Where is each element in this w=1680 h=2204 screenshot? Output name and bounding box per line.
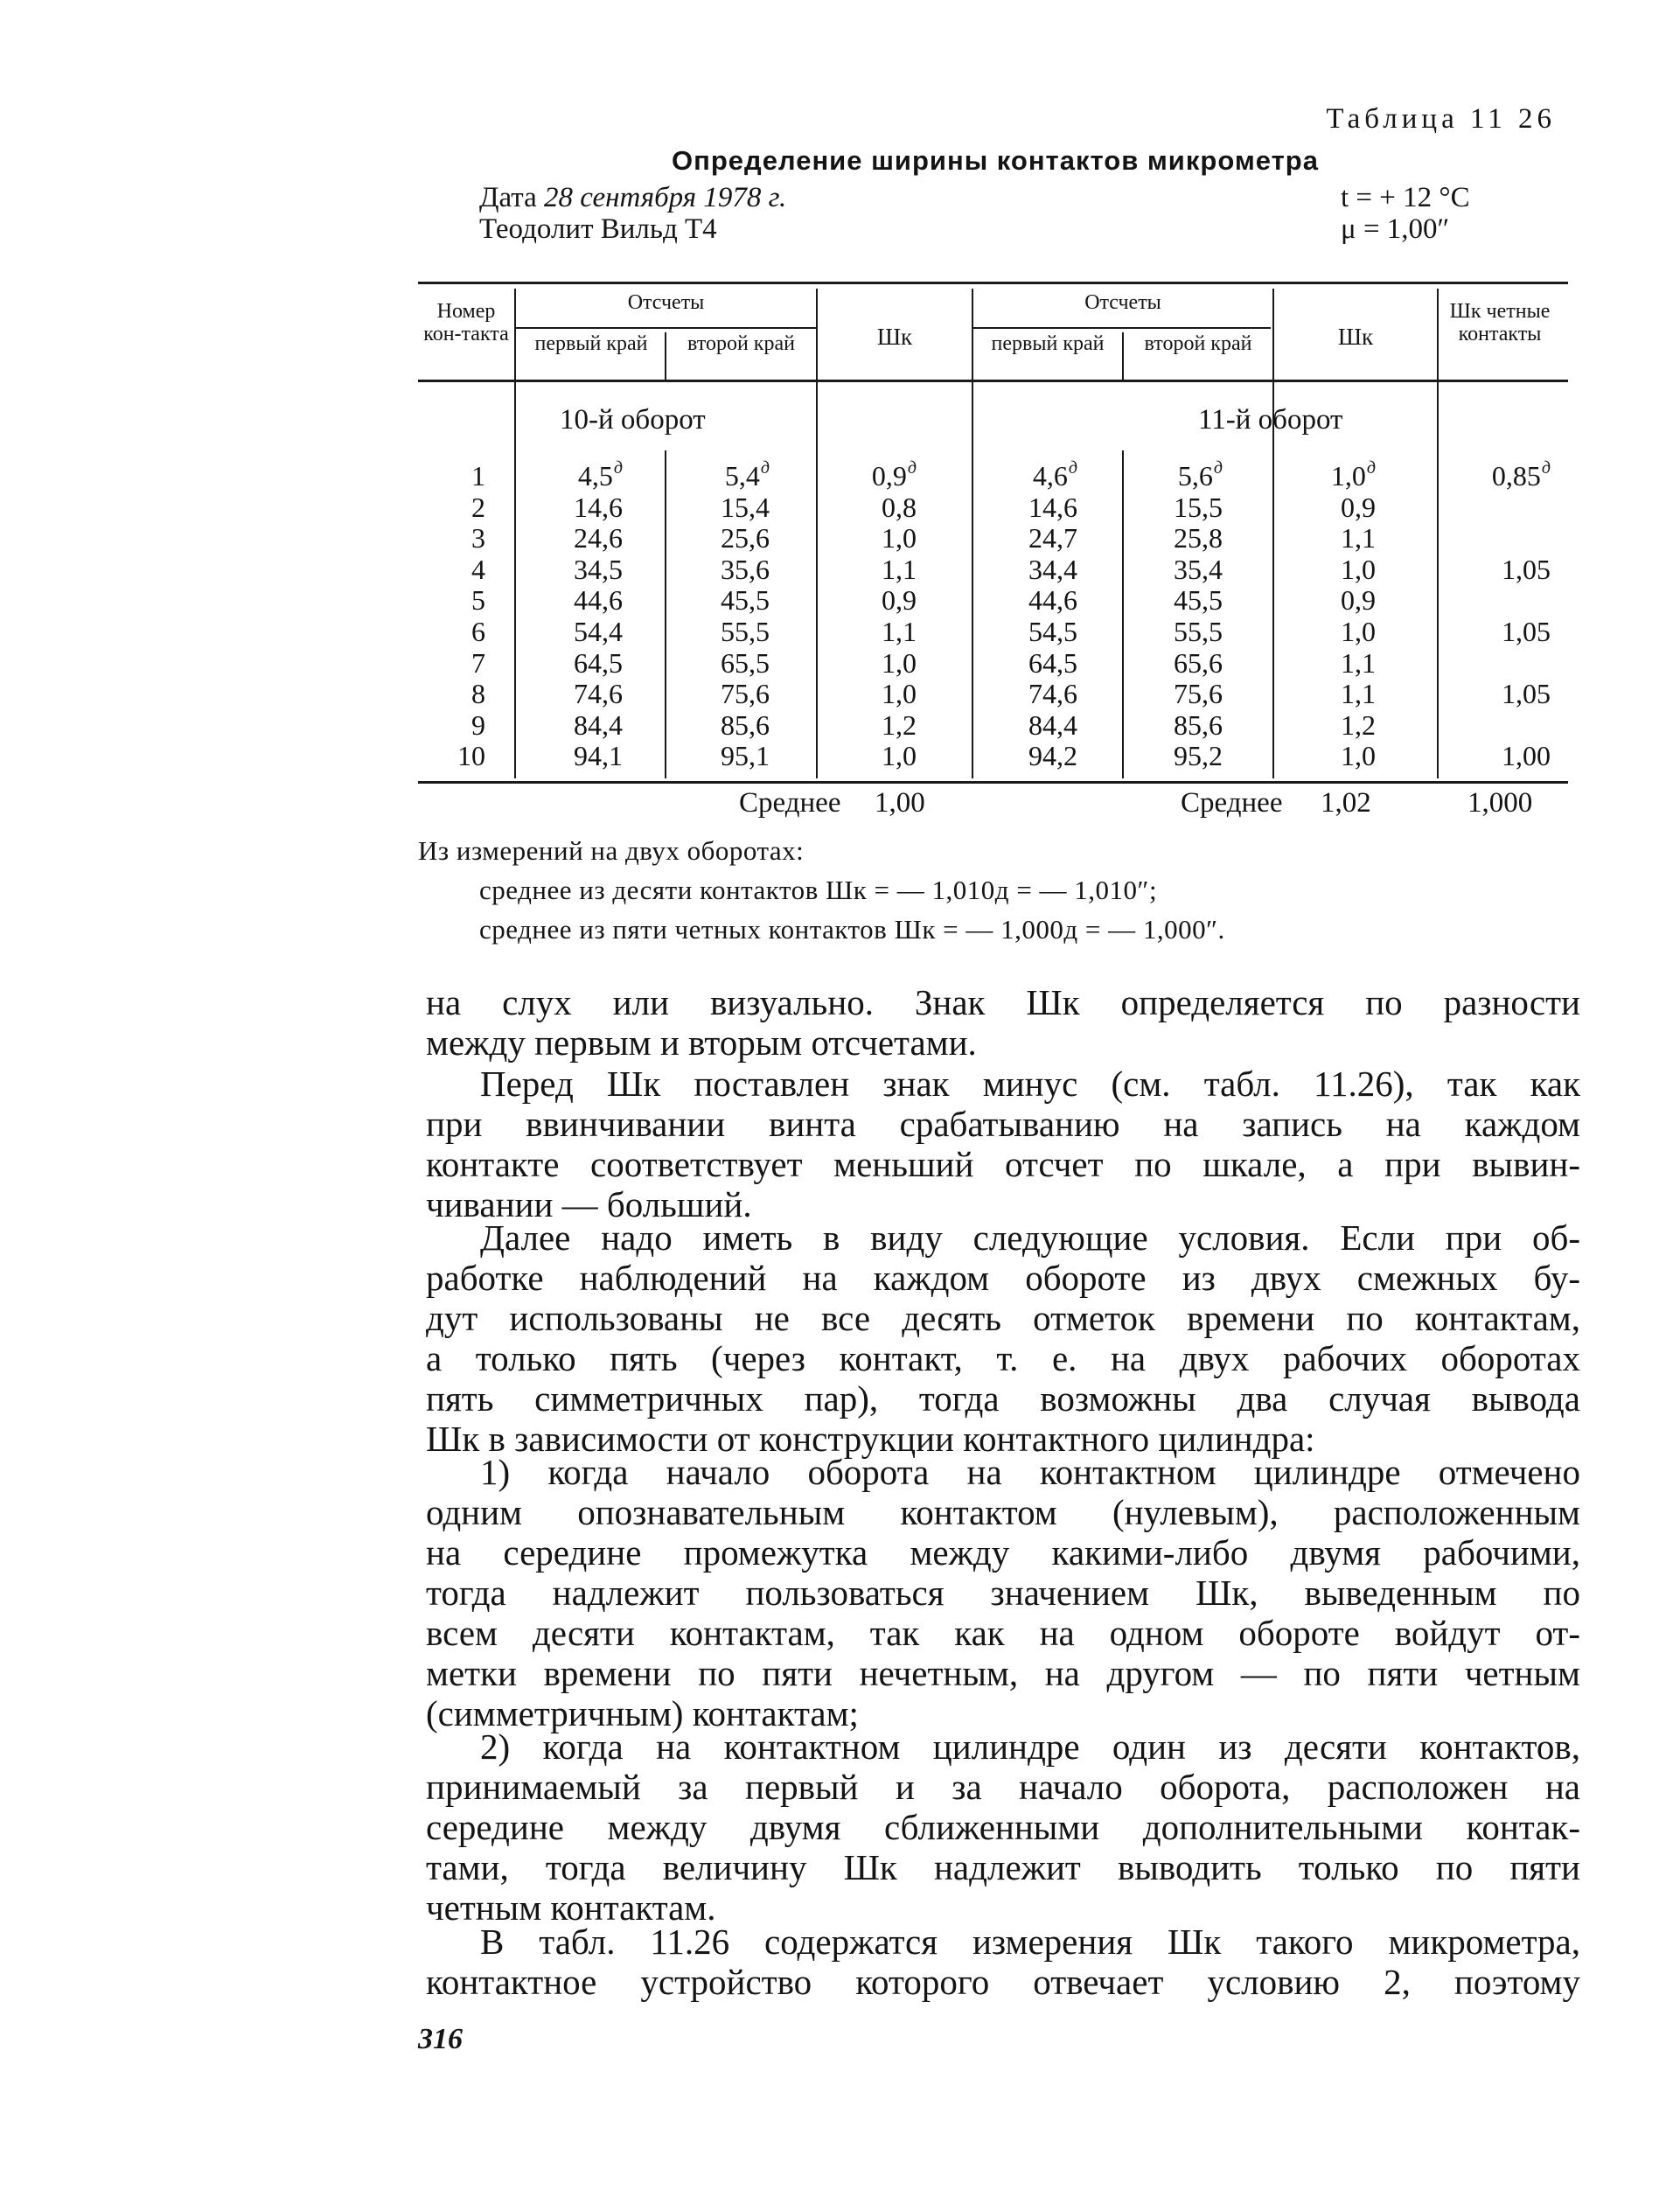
note-line-2: среднее из пяти четных контактов Шк = — 1,000д = — 1,000″. — [479, 914, 1225, 945]
table-cell-s1: 1,1 — [882, 616, 917, 647]
table-cell-b1: 94,2 — [1028, 740, 1077, 772]
table-cell-b1: 14,6 — [1028, 491, 1077, 523]
table-cell-s2: 1,1 — [1341, 678, 1376, 710]
col-divider — [1437, 289, 1439, 778]
table-cell-a1: 64,5 — [574, 646, 623, 679]
table-cell-n: 9 — [471, 708, 485, 741]
table-cell-a2: 75,6 — [721, 678, 770, 710]
table-cell-a1: 34,5 — [574, 553, 623, 585]
header-second-edge-10: второй край — [687, 332, 795, 355]
table-cell-b2: 85,6 — [1174, 708, 1223, 741]
mu-line: μ = 1,00″ — [1341, 213, 1450, 245]
date-value: 28 сентября 1978 г. — [544, 182, 787, 213]
table-cell-even: $0,85^д$ — [1491, 458, 1551, 492]
text-line: при ввинчивании винта срабатыванию на запись на каждом — [426, 1104, 1580, 1144]
header-shk-10: Шк — [876, 324, 913, 350]
average-value-10: 1,00 — [875, 787, 925, 819]
text-line: контакте соответствует меньший отсчет по шкале, а при вывин- — [426, 1144, 1580, 1184]
table-top-rule — [418, 282, 1568, 284]
table-cell-b1: 84,4 — [1028, 708, 1077, 741]
text-line: метки времени по пяти нечетным, на другом — по пяти четным — [426, 1653, 1580, 1693]
text-line: Перед Шк поставлен знак минус (см. табл. 11.26), так как — [480, 1064, 1580, 1104]
col-divider — [1272, 289, 1274, 778]
table-cell-a1: 94,1 — [574, 740, 623, 772]
table-cell-s2: $1,0^д$ — [1330, 458, 1376, 492]
table-cell-a2: 55,5 — [721, 616, 770, 647]
table-cell-s1: 0,8 — [882, 491, 917, 523]
table-cell-b2: 15,5 — [1174, 491, 1223, 523]
text-line: (симметричным) контактам; — [426, 1693, 859, 1733]
table-cell-b1: 44,6 — [1028, 584, 1077, 617]
table-cell-a1: 24,6 — [574, 522, 623, 554]
table-cell-even: 1,05 — [1502, 678, 1551, 710]
paragraph-1 — [426, 982, 1580, 1063]
average-value-even: 1,000 — [1467, 787, 1533, 819]
unit-superscript: д — [1068, 458, 1077, 478]
table-cell-b2: 35,4 — [1174, 553, 1223, 585]
table-cell-a1: 54,4 — [574, 616, 623, 647]
table-cell-s2: 1,1 — [1341, 646, 1376, 679]
table-cell-n: 4 — [471, 553, 485, 585]
table-cell-n: 3 — [471, 522, 485, 554]
unit-superscript: д — [613, 458, 623, 478]
header-first-edge-10: первый край — [534, 332, 648, 355]
paragraph-3 — [426, 1217, 1580, 1459]
text-line: Далее надо иметь в виду следующие условия. Если при об- — [480, 1217, 1580, 1258]
date-line — [479, 182, 786, 214]
col-divider — [1122, 450, 1124, 778]
table-cell-n: 8 — [471, 678, 485, 710]
unit-superscript: д — [1366, 458, 1376, 478]
table-cell-b2: 45,5 — [1174, 584, 1223, 617]
table-cell-a2: 85,6 — [721, 708, 770, 741]
table-cell-a2: 95,1 — [721, 740, 770, 772]
header-readings-11: Отсчеты — [1084, 291, 1161, 314]
header-shk-11: Шк — [1337, 324, 1374, 350]
text-line: на слух или визуально. Знак Шк определяется по разности — [426, 982, 1580, 1022]
text-line: середине между двумя сближенными дополнительными контак- — [426, 1807, 1580, 1847]
text-line: Шк в зависимости от конструкции контактного цилиндра: — [426, 1419, 1315, 1459]
table-cell-a2: 45,5 — [721, 584, 770, 617]
col-divider — [514, 289, 516, 778]
table-cell-n: 6 — [471, 616, 485, 647]
text-line: работке наблюдений на каждом обороте из двух смежных бу- — [426, 1258, 1580, 1298]
header-contact-number: Номер кон-такта — [423, 300, 509, 345]
table-title: Определение ширины контактов микрометра — [672, 145, 1319, 176]
readings-10-underline — [516, 327, 816, 329]
paragraph-2 — [426, 1064, 1580, 1224]
table-cell-even: 1,00 — [1502, 740, 1551, 772]
table-cell-a1: 74,6 — [574, 678, 623, 710]
text-line: четным контактам. — [426, 1887, 716, 1928]
text-line: одним опознавательным контактом (нулевым), расположенным — [426, 1492, 1580, 1532]
table-cell-s1: 1,0 — [882, 522, 917, 554]
table-cell-a2: 15,4 — [721, 491, 770, 523]
col-divider — [665, 450, 666, 778]
table-cell-b2: 55,5 — [1174, 616, 1223, 647]
unit-superscript: д — [907, 458, 917, 478]
table-cell-s1: 1,0 — [882, 646, 917, 679]
paragraph-4 — [426, 1452, 1580, 1733]
table-cell-s1: $0,9^д$ — [871, 458, 917, 492]
table-cell-a1: 84,4 — [574, 708, 623, 741]
col-divider — [816, 289, 818, 778]
table-cell-s2: 1,0 — [1341, 616, 1376, 647]
header-bottom-rule — [418, 380, 1568, 382]
table-cell-a2: $5,4^д$ — [724, 458, 770, 492]
table-cell-b2: 25,8 — [1174, 522, 1223, 554]
table-number-label: Таблица 11 26 — [1326, 103, 1556, 135]
table-cell-n: 7 — [471, 646, 485, 679]
average-value-11: 1,02 — [1321, 787, 1371, 819]
paragraph-5 — [426, 1726, 1580, 1928]
table-cell-b2: 75,6 — [1174, 678, 1223, 710]
header-shk-even: Шк четные контакты — [1449, 300, 1551, 345]
text-line: тогда надлежит пользоваться значением Шк, выведенным по — [426, 1573, 1580, 1613]
text-line: между первым и вторым отсчетами. — [426, 1022, 977, 1063]
table-cell-s2: 1,0 — [1341, 553, 1376, 585]
table-cell-a1: $4,5^д$ — [577, 458, 623, 492]
table-cell-s1: 1,2 — [882, 708, 917, 741]
text-line: а только пять (через контакт, т. е. на двух рабочих оборотах — [426, 1338, 1580, 1378]
table-cell-s2: 1,1 — [1341, 522, 1376, 554]
page-number: 316 — [418, 2023, 463, 2055]
text-line: тами, тогда величину Шк надлежит выводить только по пяти — [426, 1847, 1580, 1887]
table-cell-s2: 0,9 — [1341, 584, 1376, 617]
table-cell-b2: 95,2 — [1174, 740, 1223, 772]
table-cell-s1: 1,0 — [882, 678, 917, 710]
table-bottom-rule — [418, 781, 1568, 784]
header-first-edge-11: первый край — [991, 332, 1105, 355]
table-cell-a2: 25,6 — [721, 522, 770, 554]
table-cell-b2: $5,6^д$ — [1177, 458, 1223, 492]
table-cell-b1: 74,6 — [1028, 678, 1077, 710]
text-line: на середине промежутка между какими-либо двумя рабочими, — [426, 1532, 1580, 1573]
text-line: пять симметричных пар), тогда возможны два случая вывода — [426, 1378, 1580, 1419]
note-line-1: среднее из десяти контактов Шк = — 1,010д = — 1,010″; — [479, 875, 1158, 905]
table-cell-even: 1,05 — [1502, 553, 1551, 585]
table-cell-n: 5 — [471, 584, 485, 617]
table-cell-n: 2 — [471, 491, 485, 523]
temperature-line: t = + 12 °C — [1341, 182, 1470, 213]
paragraph-6 — [426, 1922, 1580, 2002]
text-line: дут использованы не все десять отметок времени по контактам, — [426, 1298, 1580, 1338]
table-cell-n: 1 — [471, 460, 485, 492]
unit-superscript: д — [760, 458, 770, 478]
text-line: контактное устройство которого отвечает условию 2, поэтому — [426, 1962, 1580, 2002]
text-line: 2) когда на контактном цилиндре один из десяти контактов, — [480, 1726, 1580, 1767]
note-intro: Из измерений на двух оборотах: — [418, 835, 805, 866]
turn-10-label: 10-й оборот — [560, 404, 706, 436]
col-divider — [972, 289, 973, 778]
table-cell-s1: 1,1 — [882, 553, 917, 585]
table-cell-b1: 54,5 — [1028, 616, 1077, 647]
text-line: всем десяти контактам, так как на одном обороте войдут от- — [426, 1613, 1580, 1653]
table-cell-n: 10 — [457, 740, 485, 772]
table-cell-s1: 0,9 — [882, 584, 917, 617]
header-second-edge-11: второй край — [1144, 332, 1252, 355]
table-cell-a1: 14,6 — [574, 491, 623, 523]
table-cell-s2: 1,2 — [1341, 708, 1376, 741]
date-prefix: Дата — [479, 182, 537, 213]
text-line: 1) когда начало оборота на контактном цилиндре отмечено — [480, 1452, 1580, 1492]
instrument-line: Теодолит Вильд Т4 — [479, 213, 717, 245]
text-line: принимаемый за первый и за начало оборота, расположен на — [426, 1767, 1580, 1807]
average-label-10: Среднее — [739, 787, 841, 819]
table-cell-b1: 64,5 — [1028, 646, 1077, 679]
header-readings-10: Отсчеты — [627, 291, 705, 314]
readings-11-underline — [973, 327, 1271, 329]
table-cell-even: 1,05 — [1502, 616, 1551, 647]
table-cell-b2: 65,6 — [1174, 646, 1223, 679]
table-cell-b1: 24,7 — [1028, 522, 1077, 554]
table-cell-a2: 35,6 — [721, 553, 770, 585]
unit-superscript: д — [1213, 458, 1223, 478]
unit-superscript: д — [1541, 458, 1551, 478]
table-cell-s1: 1,0 — [882, 740, 917, 772]
turn-11-label: 11-й оборот — [1198, 404, 1343, 436]
table-cell-s2: 0,9 — [1341, 491, 1376, 523]
text-line: В табл. 11.26 содержатся измерения Шк такого микрометра, — [480, 1922, 1580, 1962]
average-label-11: Среднее — [1181, 787, 1283, 819]
text-line: чивании — больший. — [426, 1184, 752, 1224]
table-cell-a2: 65,5 — [721, 646, 770, 679]
table-cell-b1: $4,6^д$ — [1032, 458, 1077, 492]
table-cell-a1: 44,6 — [574, 584, 623, 617]
table-cell-b1: 34,4 — [1028, 553, 1077, 585]
table-cell-s2: 1,0 — [1341, 740, 1376, 772]
